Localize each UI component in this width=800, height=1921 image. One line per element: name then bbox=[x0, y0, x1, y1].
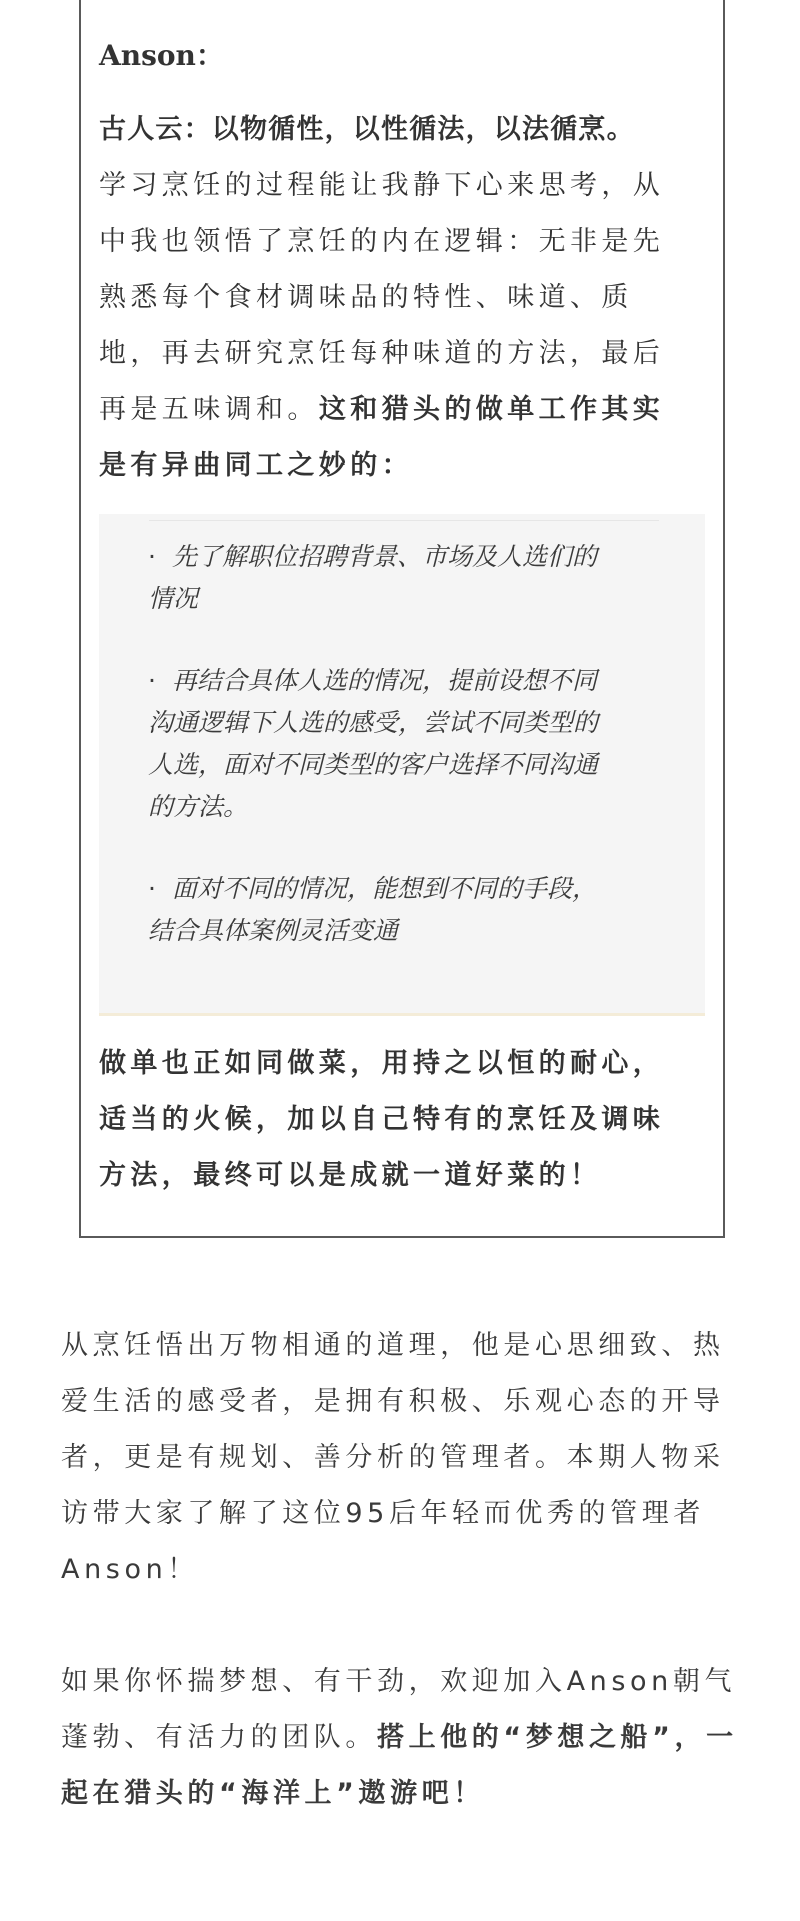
answer-line bbox=[99, 382, 705, 438]
note-divider bbox=[149, 520, 659, 521]
paragraph-line bbox=[61, 1710, 741, 1766]
invitation-paragraph bbox=[61, 1654, 741, 1822]
list-item-line bbox=[148, 536, 668, 578]
paragraph-emphasis: 搭上他的“梦想之船”，一 bbox=[377, 1722, 738, 1753]
speaker-name: Anson： bbox=[99, 39, 224, 72]
answer-line: 学习烹饪的过程能让我静下心来思考，从 bbox=[99, 170, 665, 201]
list-item-line bbox=[148, 868, 668, 910]
list-item-line: 人选，面对不同类型的客户选择不同沟通 bbox=[148, 750, 599, 779]
paragraph-line: 爱生活的感受者，是拥有积极、乐观心态的开导 bbox=[61, 1386, 725, 1417]
interview-answer bbox=[99, 102, 705, 494]
answer-line: 熟悉每个食材调味品的特性、味道、质 bbox=[99, 282, 633, 313]
answer-text: 再是五味调和。 bbox=[99, 394, 319, 425]
bullet-icon: · bbox=[148, 542, 156, 571]
list-item-text: 先了解职位招聘背景、市场及人选们的 bbox=[171, 542, 597, 571]
list-item-line: 的方法。 bbox=[148, 792, 249, 821]
list-item-line: 结合具体案例灵活变通 bbox=[148, 916, 399, 945]
paragraph-text: 蓬勃、有活力的团队。 bbox=[61, 1722, 377, 1753]
list-item-line: 沟通逻辑下人选的感受，尝试不同类型的 bbox=[148, 708, 599, 737]
closing-statement bbox=[99, 1036, 705, 1204]
paragraph-line: 如果你怀揣梦想、有干劲，欢迎加入Anson朝气 bbox=[61, 1666, 737, 1697]
list-item-text: 面对不同的情况，能想到不同的手段， bbox=[171, 874, 597, 903]
list-item bbox=[148, 660, 668, 828]
answer-emphasis: 这和猎头的做单工作其实 bbox=[318, 394, 665, 425]
paragraph-line: 从烹饪悟出万物相通的道理，他是心思细致、热 bbox=[61, 1330, 725, 1361]
list-item-text: 再结合具体人选的情况，提前设想不同 bbox=[171, 666, 597, 695]
bullet-icon: · bbox=[148, 874, 156, 903]
answer-line: 地，再去研究烹饪每种味道的方法，最后 bbox=[99, 338, 665, 369]
closing-line: 方法，最终可以是成就一道好菜的！ bbox=[99, 1160, 602, 1191]
classic-quote: 古人云：以物循性，以性循法，以法循烹。 bbox=[99, 114, 635, 145]
analogy-note-box bbox=[99, 514, 705, 1016]
paragraph-line: Anson！ bbox=[61, 1554, 199, 1585]
paragraph-line: 者，更是有规划、善分析的管理者。本期人物采 bbox=[61, 1442, 725, 1473]
analogy-list bbox=[148, 536, 668, 992]
paragraph-emphasis-line: 起在猎头的“海洋上”遨游吧！ bbox=[61, 1778, 485, 1809]
list-item bbox=[148, 868, 668, 952]
closing-line: 做单也正如同做菜，用持之以恒的耐心， bbox=[99, 1048, 665, 1079]
list-item-line: 情况 bbox=[148, 584, 199, 613]
list-item bbox=[148, 536, 668, 620]
summary-paragraph bbox=[61, 1318, 741, 1598]
bullet-icon: · bbox=[148, 666, 156, 695]
closing-line: 适当的火候，加以自己特有的烹饪及调味 bbox=[99, 1104, 665, 1135]
list-item-line bbox=[148, 660, 668, 702]
answer-line: 中我也领悟了烹饪的内在逻辑：无非是先 bbox=[99, 226, 665, 257]
answer-emphasis-line: 是有异曲同工之妙的： bbox=[99, 450, 413, 481]
paragraph-line: 访带大家了解了这位95后年轻而优秀的管理者 bbox=[61, 1498, 705, 1529]
